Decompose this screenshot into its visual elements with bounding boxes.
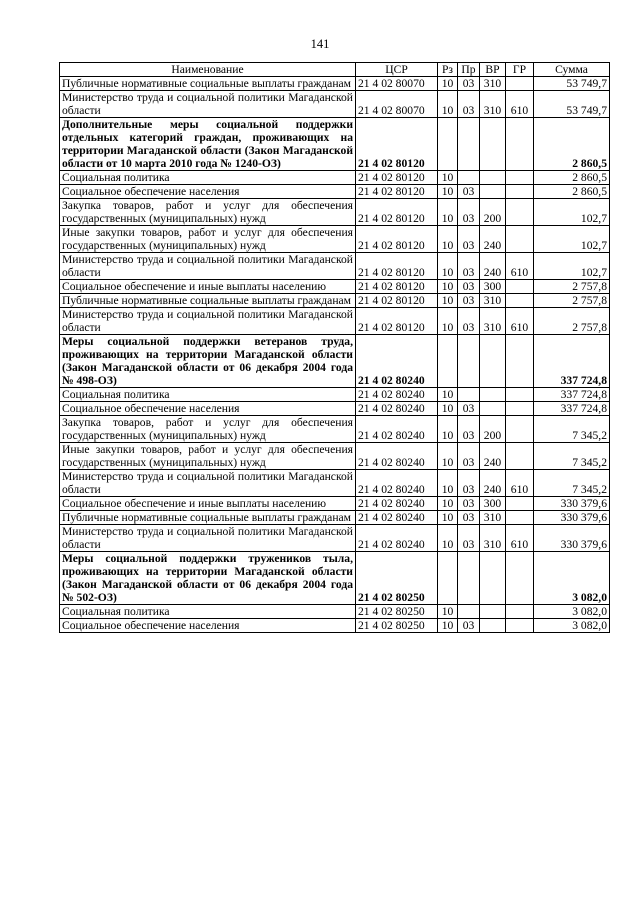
cell-rz: 10	[438, 497, 458, 511]
table-row	[60, 280, 610, 294]
cell-pr	[458, 118, 480, 171]
cell-csr: 21 4 02 80250	[356, 552, 438, 605]
cell-sum: 7 345,2	[534, 416, 610, 443]
cell-name: Дополнительные меры социальной поддержки отдельных категорий граждан, проживающих на территории Магаданской области (Закон Магаданской области от 10 марта 2010 года № 1240-ОЗ)	[60, 118, 356, 171]
cell-pr: 03	[458, 443, 480, 470]
table-row	[60, 619, 610, 633]
cell-gr	[506, 185, 534, 199]
cell-gr	[506, 619, 534, 633]
cell-pr	[458, 388, 480, 402]
cell-gr	[506, 497, 534, 511]
cell-sum: 7 345,2	[534, 443, 610, 470]
cell-csr: 21 4 02 80120	[356, 171, 438, 185]
cell-vr: 310	[480, 91, 506, 118]
cell-vr: 310	[480, 294, 506, 308]
table-row	[60, 118, 610, 171]
cell-gr: 610	[506, 91, 534, 118]
cell-vr	[480, 335, 506, 388]
cell-name: Закупка товаров, работ и услуг для обеспечения государственных (муниципальных) нужд	[60, 199, 356, 226]
table-row	[60, 497, 610, 511]
column-header-sum: Сумма	[534, 63, 610, 77]
cell-csr: 21 4 02 80240	[356, 443, 438, 470]
table-row	[60, 402, 610, 416]
budget-table	[59, 62, 610, 633]
cell-rz: 10	[438, 171, 458, 185]
cell-gr	[506, 199, 534, 226]
cell-vr	[480, 171, 506, 185]
cell-vr	[480, 402, 506, 416]
cell-sum: 3 082,0	[534, 619, 610, 633]
cell-csr: 21 4 02 80120	[356, 294, 438, 308]
cell-gr: 610	[506, 308, 534, 335]
cell-name: Министерство труда и социальной политики Магаданской области	[60, 308, 356, 335]
cell-csr: 21 4 02 80240	[356, 402, 438, 416]
cell-pr: 03	[458, 416, 480, 443]
cell-rz: 10	[438, 91, 458, 118]
cell-rz: 10	[438, 511, 458, 525]
cell-pr: 03	[458, 525, 480, 552]
cell-sum: 2 860,5	[534, 171, 610, 185]
cell-gr: 610	[506, 470, 534, 497]
cell-csr: 21 4 02 80120	[356, 118, 438, 171]
cell-sum: 7 345,2	[534, 470, 610, 497]
cell-vr: 240	[480, 226, 506, 253]
cell-csr: 21 4 02 80240	[356, 388, 438, 402]
cell-name: Социальное обеспечение населения	[60, 619, 356, 633]
cell-rz: 10	[438, 226, 458, 253]
cell-rz: 10	[438, 199, 458, 226]
cell-gr	[506, 171, 534, 185]
cell-sum: 2 860,5	[534, 185, 610, 199]
cell-pr: 03	[458, 77, 480, 91]
cell-sum: 2 757,8	[534, 280, 610, 294]
cell-sum: 337 724,8	[534, 402, 610, 416]
cell-csr: 21 4 02 80120	[356, 185, 438, 199]
cell-pr: 03	[458, 619, 480, 633]
cell-rz: 10	[438, 402, 458, 416]
cell-rz: 10	[438, 416, 458, 443]
cell-sum: 53 749,7	[534, 77, 610, 91]
table-row	[60, 77, 610, 91]
cell-rz: 10	[438, 388, 458, 402]
cell-pr: 03	[458, 294, 480, 308]
cell-vr: 200	[480, 416, 506, 443]
table-row	[60, 199, 610, 226]
table-row	[60, 294, 610, 308]
cell-sum: 3 082,0	[534, 552, 610, 605]
cell-sum: 3 082,0	[534, 605, 610, 619]
cell-csr: 21 4 02 80250	[356, 619, 438, 633]
cell-name: Публичные нормативные социальные выплаты гражданам	[60, 511, 356, 525]
table-row	[60, 470, 610, 497]
table-row	[60, 525, 610, 552]
cell-vr	[480, 552, 506, 605]
column-header-name: Наименование	[60, 63, 356, 77]
cell-sum: 102,7	[534, 253, 610, 280]
cell-rz	[438, 335, 458, 388]
table-row	[60, 253, 610, 280]
table-row	[60, 335, 610, 388]
cell-csr: 21 4 02 80240	[356, 497, 438, 511]
cell-gr	[506, 294, 534, 308]
cell-name: Министерство труда и социальной политики Магаданской области	[60, 470, 356, 497]
cell-csr: 21 4 02 80120	[356, 308, 438, 335]
cell-sum: 2 757,8	[534, 308, 610, 335]
cell-csr: 21 4 02 80120	[356, 253, 438, 280]
cell-sum: 2 860,5	[534, 118, 610, 171]
cell-csr: 21 4 02 80070	[356, 91, 438, 118]
cell-sum: 330 379,6	[534, 511, 610, 525]
cell-name: Социальное обеспечение населения	[60, 185, 356, 199]
cell-name: Социальная политика	[60, 605, 356, 619]
cell-name: Публичные нормативные социальные выплаты гражданам	[60, 77, 356, 91]
cell-pr: 03	[458, 497, 480, 511]
cell-csr: 21 4 02 80240	[356, 335, 438, 388]
cell-name: Меры социальной поддержки тружеников тыла, проживающих на территории Магаданской области (Закон Магаданской области от 06 декабря 2004 года № 502-ОЗ)	[60, 552, 356, 605]
cell-sum: 2 757,8	[534, 294, 610, 308]
cell-vr: 310	[480, 77, 506, 91]
cell-pr: 03	[458, 253, 480, 280]
cell-rz: 10	[438, 605, 458, 619]
cell-name: Министерство труда и социальной политики Магаданской области	[60, 525, 356, 552]
cell-csr: 21 4 02 80120	[356, 280, 438, 294]
cell-rz: 10	[438, 77, 458, 91]
cell-gr	[506, 335, 534, 388]
cell-pr: 03	[458, 511, 480, 525]
table-row	[60, 171, 610, 185]
cell-rz: 10	[438, 470, 458, 497]
cell-name: Министерство труда и социальной политики Магаданской области	[60, 253, 356, 280]
cell-pr: 03	[458, 402, 480, 416]
table-row	[60, 388, 610, 402]
cell-rz: 10	[438, 280, 458, 294]
cell-pr: 03	[458, 308, 480, 335]
cell-name: Публичные нормативные социальные выплаты гражданам	[60, 294, 356, 308]
cell-gr	[506, 552, 534, 605]
cell-vr: 300	[480, 497, 506, 511]
cell-gr	[506, 280, 534, 294]
table-row	[60, 605, 610, 619]
cell-vr: 240	[480, 470, 506, 497]
cell-vr: 310	[480, 525, 506, 552]
cell-vr: 300	[480, 280, 506, 294]
cell-vr	[480, 605, 506, 619]
cell-gr	[506, 388, 534, 402]
table-row	[60, 416, 610, 443]
cell-vr: 310	[480, 308, 506, 335]
column-header-csr: ЦСР	[356, 63, 438, 77]
cell-name: Меры социальной поддержки ветеранов труда, проживающих на территории Магаданской области (Закон Магаданской области от 06 декабря 2004 года № 498-ОЗ)	[60, 335, 356, 388]
cell-pr: 03	[458, 185, 480, 199]
table-row	[60, 91, 610, 118]
cell-sum: 102,7	[534, 226, 610, 253]
column-header-rz: Рз	[438, 63, 458, 77]
cell-rz: 10	[438, 525, 458, 552]
table-row	[60, 226, 610, 253]
cell-pr	[458, 605, 480, 619]
table-row	[60, 185, 610, 199]
column-header-vr: ВР	[480, 63, 506, 77]
cell-vr	[480, 118, 506, 171]
cell-csr: 21 4 02 80240	[356, 470, 438, 497]
column-header-gr: ГР	[506, 63, 534, 77]
cell-rz: 10	[438, 443, 458, 470]
cell-csr: 21 4 02 80240	[356, 416, 438, 443]
cell-csr: 21 4 02 80120	[356, 199, 438, 226]
cell-name: Социальное обеспечение и иные выплаты населению	[60, 497, 356, 511]
cell-sum: 53 749,7	[534, 91, 610, 118]
cell-pr: 03	[458, 91, 480, 118]
column-header-pr: Пр	[458, 63, 480, 77]
cell-rz: 10	[438, 185, 458, 199]
cell-vr	[480, 185, 506, 199]
cell-pr	[458, 552, 480, 605]
cell-vr	[480, 388, 506, 402]
cell-name: Иные закупки товаров, работ и услуг для обеспечения государственных (муниципальных) нужд	[60, 443, 356, 470]
cell-vr: 240	[480, 443, 506, 470]
page-number: 141	[310, 37, 330, 51]
cell-csr: 21 4 02 80250	[356, 605, 438, 619]
cell-csr: 21 4 02 80240	[356, 511, 438, 525]
cell-csr: 21 4 02 80120	[356, 226, 438, 253]
cell-sum: 102,7	[534, 199, 610, 226]
cell-sum: 337 724,8	[534, 335, 610, 388]
cell-name: Социальная политика	[60, 388, 356, 402]
cell-name: Социальное обеспечение и иные выплаты населению	[60, 280, 356, 294]
table-body	[60, 77, 610, 633]
cell-rz	[438, 552, 458, 605]
cell-pr	[458, 171, 480, 185]
cell-vr	[480, 619, 506, 633]
cell-csr: 21 4 02 80240	[356, 525, 438, 552]
cell-rz: 10	[438, 253, 458, 280]
cell-rz: 10	[438, 619, 458, 633]
cell-vr: 200	[480, 199, 506, 226]
cell-gr	[506, 402, 534, 416]
cell-pr: 03	[458, 199, 480, 226]
table-row	[60, 443, 610, 470]
cell-sum: 337 724,8	[534, 388, 610, 402]
cell-gr: 610	[506, 253, 534, 280]
cell-gr	[506, 77, 534, 91]
cell-rz	[438, 118, 458, 171]
cell-sum: 330 379,6	[534, 497, 610, 511]
cell-name: Социальное обеспечение населения	[60, 402, 356, 416]
table-header-row	[60, 63, 610, 77]
cell-rz: 10	[438, 294, 458, 308]
cell-vr: 310	[480, 511, 506, 525]
table-row	[60, 511, 610, 525]
cell-csr: 21 4 02 80070	[356, 77, 438, 91]
cell-rz: 10	[438, 308, 458, 335]
cell-name: Закупка товаров, работ и услуг для обеспечения государственных (муниципальных) нужд	[60, 416, 356, 443]
table-row	[60, 552, 610, 605]
cell-pr: 03	[458, 280, 480, 294]
cell-gr	[506, 605, 534, 619]
cell-gr: 610	[506, 525, 534, 552]
cell-vr: 240	[480, 253, 506, 280]
cell-gr	[506, 226, 534, 253]
cell-pr	[458, 335, 480, 388]
cell-gr	[506, 118, 534, 171]
cell-pr: 03	[458, 470, 480, 497]
cell-name: Социальная политика	[60, 171, 356, 185]
cell-gr	[506, 511, 534, 525]
cell-pr: 03	[458, 226, 480, 253]
cell-name: Иные закупки товаров, работ и услуг для обеспечения государственных (муниципальных) нужд	[60, 226, 356, 253]
cell-gr	[506, 443, 534, 470]
cell-name: Министерство труда и социальной политики Магаданской области	[60, 91, 356, 118]
cell-sum: 330 379,6	[534, 525, 610, 552]
cell-gr	[506, 416, 534, 443]
table-row	[60, 308, 610, 335]
